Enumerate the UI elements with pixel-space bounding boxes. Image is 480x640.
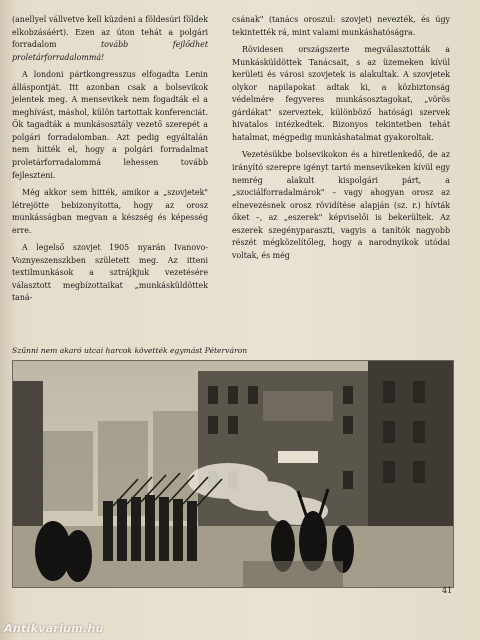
- engraving-drawing: [13, 361, 453, 587]
- italic-emphasis: tovább fejlődhet proletárforradalommá!: [12, 40, 208, 62]
- paragraph: Rövidesen országszerte megválasztották a Munkásküldöttek Tanácsait, s az üzemeken kívül kerületi és városi szovjetek is alakultak. A szovjetek olykor napilapokat adtak ki, a közbiztonság védelmére fegyveres munkásosztagokat, „vörös gárdákat" szerveztek, különböző hatósági szervek hivatalos intézkedtek. Bizonyos tekintetben tehát hatalmat, mégpedig munkáshatalmat gyakoroltak.: [232, 45, 450, 142]
- paragraph-text: (anellyel vállvetve kell küzdeni a földesúri földek elkobzásáért). Ezen az úton tehát a polgári forradalom: [12, 15, 208, 50]
- paragraph: Még akkor sem hitték, amikor a „szovjetek" létrejötte bebizonyította, hogy az orosz munkásságban megvan a készség és képesség erre.: [12, 188, 208, 235]
- paragraph: A londoni pártkongresszus elfogadta Lenin álláspontját. Itt azonban csak a bolsevikok jelentek meg. A mensevikek nem fogadták el a meghívást, máshol, külön tartottak konferenciát. Ők tagadták a munkásosztály vezető szerepét a polgári forradalomban. Azt pedig egyáltalán nem hitték el, hogy a polgári forradalmat proletárforradalommá lehessen tovább fejleszteni.: [12, 70, 208, 180]
- paragraph: A legelső szovjet 1905 nyarán Ivanovo-Voznyeszenszkben született meg. Az itteni textilmunkások a sztrájkjuk vezetésére választott megbízottaikat „munkásküldöttek taná-: [12, 243, 208, 303]
- page-number: 41: [442, 586, 453, 595]
- paragraph: [12, 14, 208, 64]
- street-battle-illustration: [12, 360, 454, 588]
- figure-caption: Szűnni nem akaró utcai harcok követték egymást Péterváron: [12, 346, 248, 355]
- left-text-column: [12, 14, 208, 305]
- watermark: Antikvarium.hu: [4, 622, 104, 635]
- paragraph: Vezetésükbe bolsevikokon és a hiretlenkedő, de az irányító szerepre igényt tartó mensevikeken kívül egy nemrég alakult kispolgári párt, a „szociálforradalmárok" – vagy ahogyan orosz az elnevezésnek orosz rövidítése alapján (sz. r.) hívták őket –, az „eszerek" képviselői is bekerültek. Az eszerek szegényparaszti, vagyis a tanítók nagyobb részét mégközelítőleg, hogy a narodnyikok utódai voltak, és még: [232, 150, 450, 260]
- right-text-column: [232, 14, 450, 262]
- paragraph: csának" (tanács oroszul: szovjet) nevezték, és úgy tekintették rá, mint valami munkáshatóságra.: [232, 15, 450, 37]
